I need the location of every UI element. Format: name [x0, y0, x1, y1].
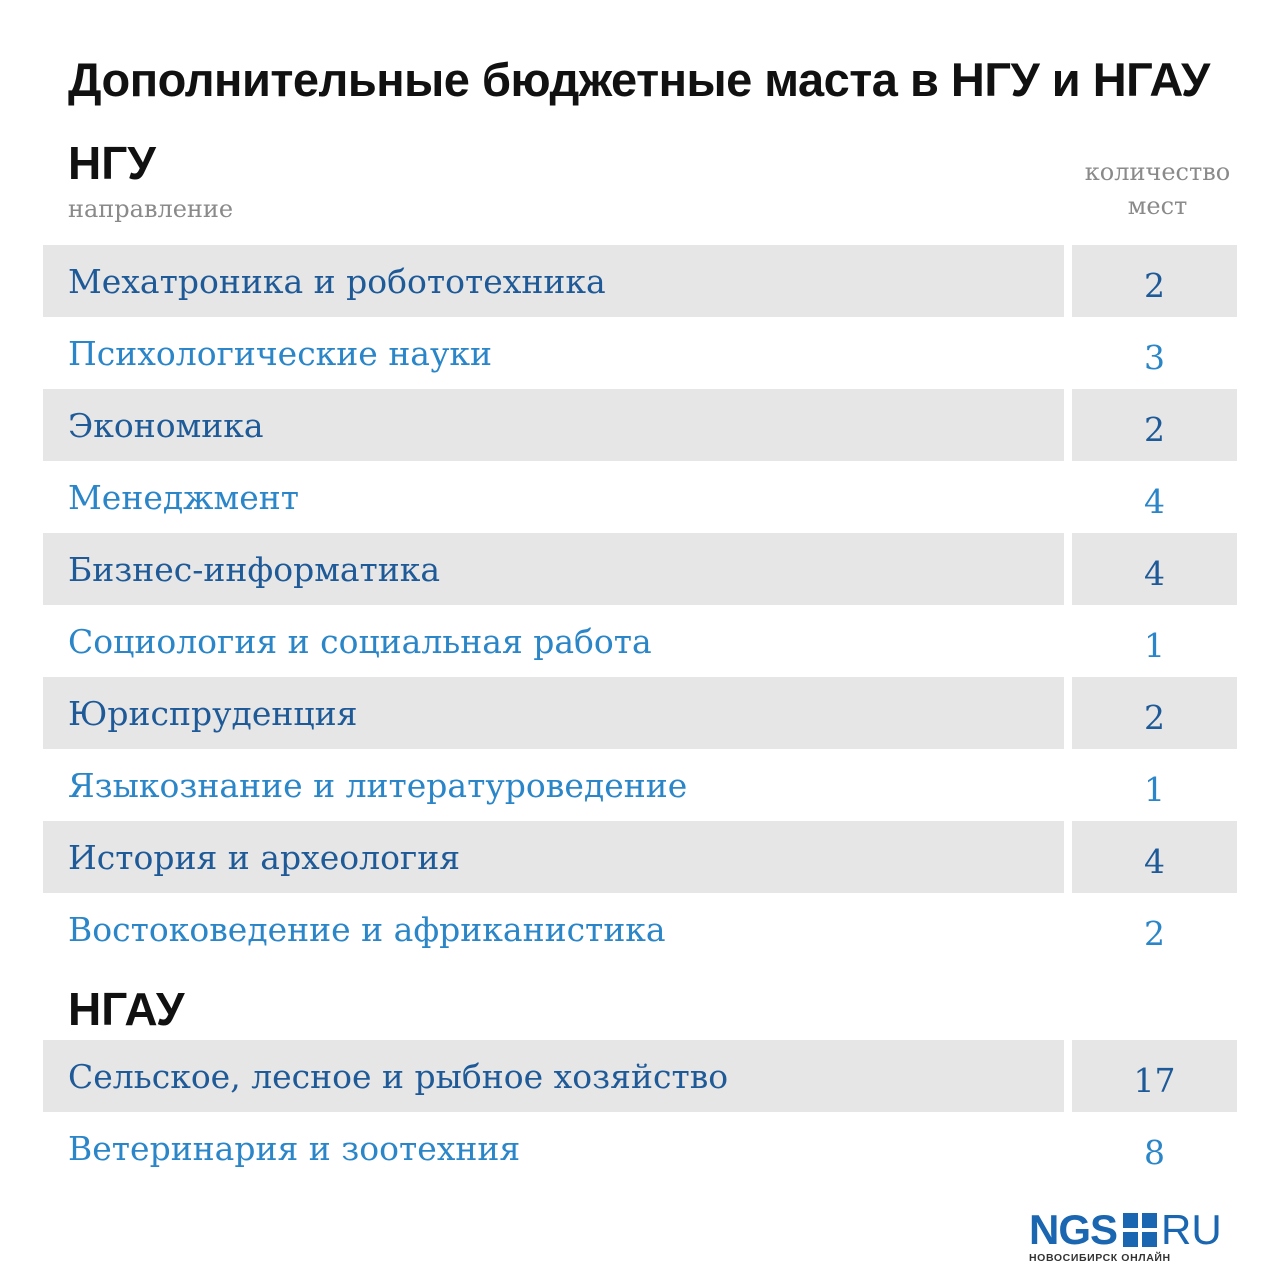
places-cell: 2	[1144, 913, 1165, 953]
logo-tagline: НОВОСИБИРСК ОНЛАЙН	[1029, 1252, 1171, 1264]
direction-cell: Мехатроника и робототехника	[43, 245, 1064, 317]
column-header-direction: направление	[68, 195, 234, 223]
table-row	[43, 677, 1237, 749]
table-row	[43, 893, 1237, 965]
direction-cell: Сельское, лесное и рыбное хозяйство	[43, 1040, 1064, 1112]
section-title-ngau: НГАУ	[68, 983, 185, 1035]
places-cell: 17	[1072, 1040, 1237, 1112]
table-row	[43, 389, 1237, 461]
table-row	[43, 245, 1237, 317]
places-cell: 3	[1144, 337, 1165, 377]
column-header-places-line2: мест	[1127, 192, 1188, 220]
direction-cell: Бизнес-информатика	[43, 533, 1064, 605]
direction-cell: Ветеринария и зоотехния	[68, 1128, 521, 1168]
table-row	[43, 1112, 1237, 1184]
section-title-ngu: НГУ	[68, 137, 156, 189]
page-title: Дополнительные бюджетные маста в НГУ и НГАУ	[68, 53, 1210, 106]
direction-cell: Социология и социальная работа	[68, 621, 652, 661]
table-row	[43, 533, 1237, 605]
logo-square-icon	[1123, 1213, 1157, 1247]
table-row	[43, 821, 1237, 893]
direction-cell: Языкознание и литературоведение	[68, 765, 688, 805]
direction-cell: Психологические науки	[68, 333, 493, 373]
places-cell: 1	[1144, 625, 1165, 665]
logo-mark	[1029, 1206, 1249, 1253]
ngau-table	[43, 1040, 1237, 1184]
ngs-logo	[1029, 1206, 1249, 1270]
direction-cell: Менеджмент	[68, 477, 299, 517]
places-cell: 2	[1072, 245, 1237, 317]
places-cell: 4	[1144, 481, 1165, 521]
direction-cell: Востоковедение и африканистика	[68, 909, 666, 949]
table-row	[43, 317, 1237, 389]
places-cell: 4	[1072, 533, 1237, 605]
table-row	[43, 749, 1237, 821]
table-row	[43, 1040, 1237, 1112]
places-cell: 4	[1072, 821, 1237, 893]
direction-cell: Юриспруденция	[43, 677, 1064, 749]
logo-brand: NGS	[1029, 1206, 1118, 1253]
ngu-table	[43, 245, 1237, 965]
column-header-places	[1070, 146, 1245, 232]
table-row	[43, 605, 1237, 677]
places-cell: 2	[1072, 677, 1237, 749]
direction-cell: История и археология	[43, 821, 1064, 893]
places-cell: 1	[1144, 769, 1165, 809]
places-cell: 2	[1072, 389, 1237, 461]
logo-suffix: RU	[1161, 1206, 1222, 1253]
places-cell: 8	[1144, 1132, 1165, 1172]
direction-cell: Экономика	[43, 389, 1064, 461]
column-header-places-line1: количество	[1084, 158, 1231, 186]
table-row	[43, 461, 1237, 533]
